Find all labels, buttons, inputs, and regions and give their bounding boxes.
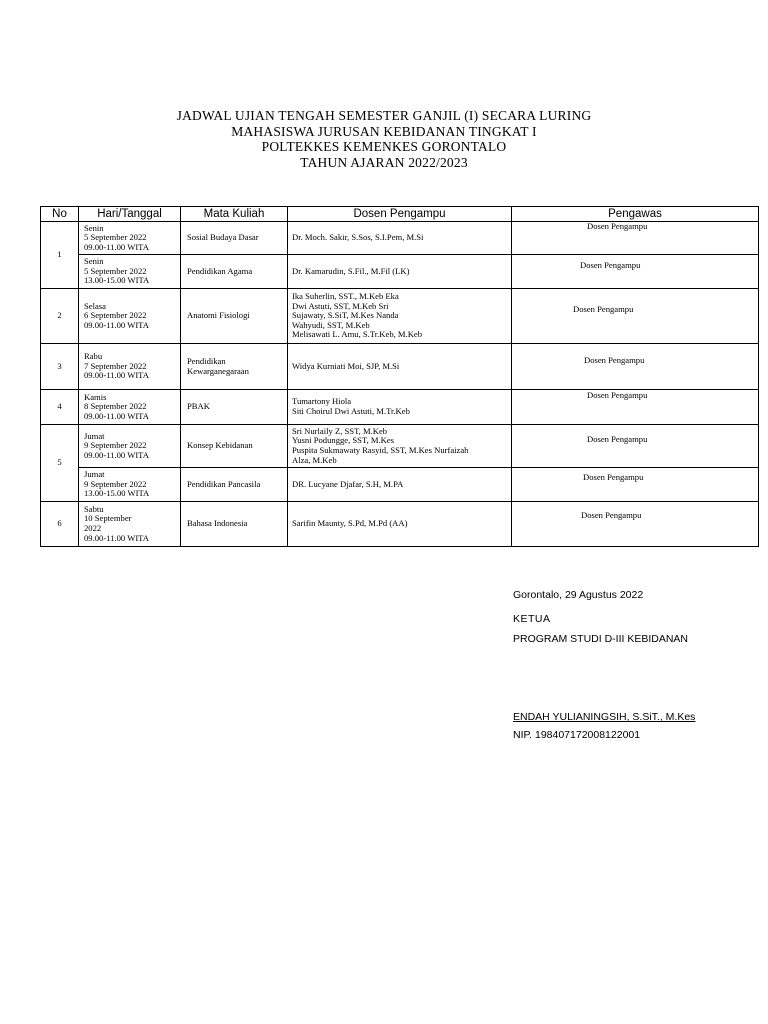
table-row (41, 468, 759, 502)
lecturer-name: Wahyudi, SST, M.Keb (292, 319, 370, 330)
day-date-cell (79, 425, 181, 468)
supervisor-text: Dosen Pengampu (587, 434, 648, 444)
lecturer-name: Dr. Moch. Sakir, S.Sos, S.I.Pem, M.Si (292, 232, 424, 243)
row-number: 5 (41, 425, 79, 502)
course-cell: Pendidikan Kewarganegaraan (181, 344, 288, 390)
lecturer-name: Ika Suherlin, SST., M.Keb Eka (292, 291, 399, 302)
supervisor-cell (512, 390, 759, 425)
day-date-cell (79, 289, 181, 344)
table-row (41, 222, 759, 255)
day-date-cell (79, 222, 181, 255)
lecturer-name: DR. Lucyane Djafar, S.H, M.PA (292, 478, 404, 489)
day-name: Jumat (84, 469, 105, 480)
day-name: Selasa (84, 300, 106, 311)
row-number: 3 (41, 344, 79, 390)
signature-place-date: Gorontalo, 29 Agustus 2022 (513, 589, 644, 601)
lecturer-name: Yusni Podungge, SST, M.Kes (292, 435, 395, 446)
header-course: Mata Kuliah (181, 207, 288, 222)
header-lecturer: Dosen Pengampu (288, 207, 512, 222)
day-date-cell (79, 502, 181, 547)
exam-date: 6 September 2022 (84, 310, 147, 321)
lecturer-cell (288, 502, 512, 547)
table-row (41, 425, 759, 468)
table-header-row (41, 207, 759, 222)
signatory-nip: NIP. 198407172008122001 (513, 729, 641, 741)
table-row (41, 502, 759, 547)
exam-time: 13.00-15.00 WITA (84, 275, 150, 286)
supervisor-text: Dosen Pengampu (584, 355, 645, 365)
exam-time: 09.00-11.00 WITA (84, 319, 149, 330)
day-name: Senin (84, 222, 104, 233)
lecturer-cell (288, 222, 512, 255)
exam-date: 5 September 2022 (84, 232, 147, 243)
lecturer-name: Sujawaty, S.SiT, M.Kes Nanda (292, 310, 399, 321)
day-name: Senin (84, 256, 104, 267)
lecturer-cell (288, 255, 512, 289)
signature-unit: PROGRAM STUDI D-III KEBIDANAN (513, 633, 689, 645)
supervisor-text: Dosen Pengampu (587, 221, 648, 231)
course-cell: Anatomi Fisiologi (181, 289, 288, 344)
row-number: 6 (41, 502, 79, 547)
title-line-1: JADWAL UJIAN TENGAH SEMESTER GANJIL (I) SECARA LURING (176, 108, 592, 123)
day-date-cell (79, 255, 181, 289)
exam-time: 09.00-11.00 WITA (84, 370, 149, 381)
lecturer-name: Alza, M.Keb (292, 454, 337, 465)
day-name: Jumat (84, 430, 105, 441)
supervisor-text: Dosen Pengampu (580, 260, 641, 270)
lecturer-name: Siti Choirul Dwi Astuti, M.Tr.Keb (292, 406, 410, 416)
exam-schedule-table (40, 206, 759, 547)
course-cell: Sosial Budaya Dasar (181, 222, 288, 255)
lecturer-name: Widya Kurniati Moi, SJP, M.Si (292, 360, 400, 371)
course-cell: Pendidikan Agama (181, 255, 288, 289)
supervisor-cell (512, 222, 759, 255)
row-number: 2 (41, 289, 79, 344)
exam-time: 09.00-11.00 WITA (84, 532, 149, 543)
table-row (41, 289, 759, 344)
exam-year: 2022 (84, 523, 102, 533)
title-line-4: TAHUN AJARAN 2022/2023 (300, 154, 468, 170)
course-cell: Bahasa Indonesia (181, 502, 288, 547)
exam-date: 9 September 2022 (84, 440, 147, 451)
supervisor-text: Dosen Pengampu (573, 304, 634, 314)
lecturer-name: Sri Nurlaily Z, SST, M.Keb (292, 425, 388, 436)
table-row (41, 255, 759, 289)
exam-time: 09.00-11.00 WITA (84, 241, 149, 252)
signature-position: KETUA (513, 613, 551, 625)
supervisor-cell (512, 289, 759, 344)
lecturer-name: Dr. Kamarudin, S.Fil., M.Fil (LK) (292, 265, 410, 276)
title-line-3: POLTEKKES KEMENKES GORONTALO (261, 139, 507, 154)
exam-date: 5 September 2022 (84, 265, 147, 276)
row-number: 4 (41, 390, 79, 425)
header-supervisor: Pengawas (512, 207, 759, 222)
day-date-cell (79, 468, 181, 502)
lecturer-cell (288, 390, 512, 425)
lecturer-cell (288, 344, 512, 390)
supervisor-text: Dosen Pengampu (583, 472, 644, 482)
lecturer-name: Melisawati L. Amu, S.Tr.Keb, M.Keb (292, 329, 423, 340)
header-day-date: Hari/Tanggal (79, 207, 181, 222)
table-row (41, 344, 759, 390)
day-date-cell (79, 390, 181, 425)
supervisor-cell (512, 255, 759, 289)
day-name: Rabu (84, 351, 103, 362)
course-cell: PBAK (181, 390, 288, 425)
lecturer-cell (288, 425, 512, 468)
day-name: Kamis (84, 391, 107, 402)
lecturer-name: Sarifin Maunty, S.Pd, M.Pd (AA) (292, 518, 408, 529)
lecturer-name: Tumartony Hiola (292, 396, 352, 407)
document-title (0, 108, 768, 170)
exam-date: 9 September 2022 (84, 478, 147, 489)
exam-time: 09.00-11.00 WITA (84, 410, 149, 421)
lecturer-name: Dwi Astuti, SST, M.Keb Sri (292, 300, 389, 311)
row-number: 1 (41, 222, 79, 289)
title-line-2: MAHASISWA JURUSAN KEBIDANAN TINGKAT I (231, 123, 537, 139)
course-cell: Pendidikan Pancasila (181, 468, 288, 502)
course-cell: Konsep Kebidanan (181, 425, 288, 468)
lecturer-cell (288, 289, 512, 344)
supervisor-text: Dosen Pengampu (587, 390, 648, 400)
signatory-name: ENDAH YULIANINGSIH, S.SiT., M.Kes (513, 711, 696, 723)
exam-date: 7 September 2022 (84, 360, 147, 371)
lecturer-name: Puspita Sukmawaty Rasyid, SST, M.Kes Nurfaizah (292, 445, 469, 455)
supervisor-cell (512, 502, 759, 547)
supervisor-cell (512, 468, 759, 502)
day-name: Sabtu (84, 503, 104, 514)
supervisor-cell (512, 344, 759, 390)
supervisor-cell (512, 425, 759, 468)
day-date-cell (79, 344, 181, 390)
exam-time: 09.00-11.00 WITA (84, 449, 149, 460)
table-row (41, 390, 759, 425)
exam-time: 13.00-15.00 WITA (84, 488, 150, 499)
lecturer-cell (288, 468, 512, 502)
supervisor-text: Dosen Pengampu (581, 510, 642, 520)
header-no: No (41, 207, 79, 222)
exam-date: 8 September 2022 (84, 401, 147, 412)
exam-date: 10 September (84, 513, 132, 524)
